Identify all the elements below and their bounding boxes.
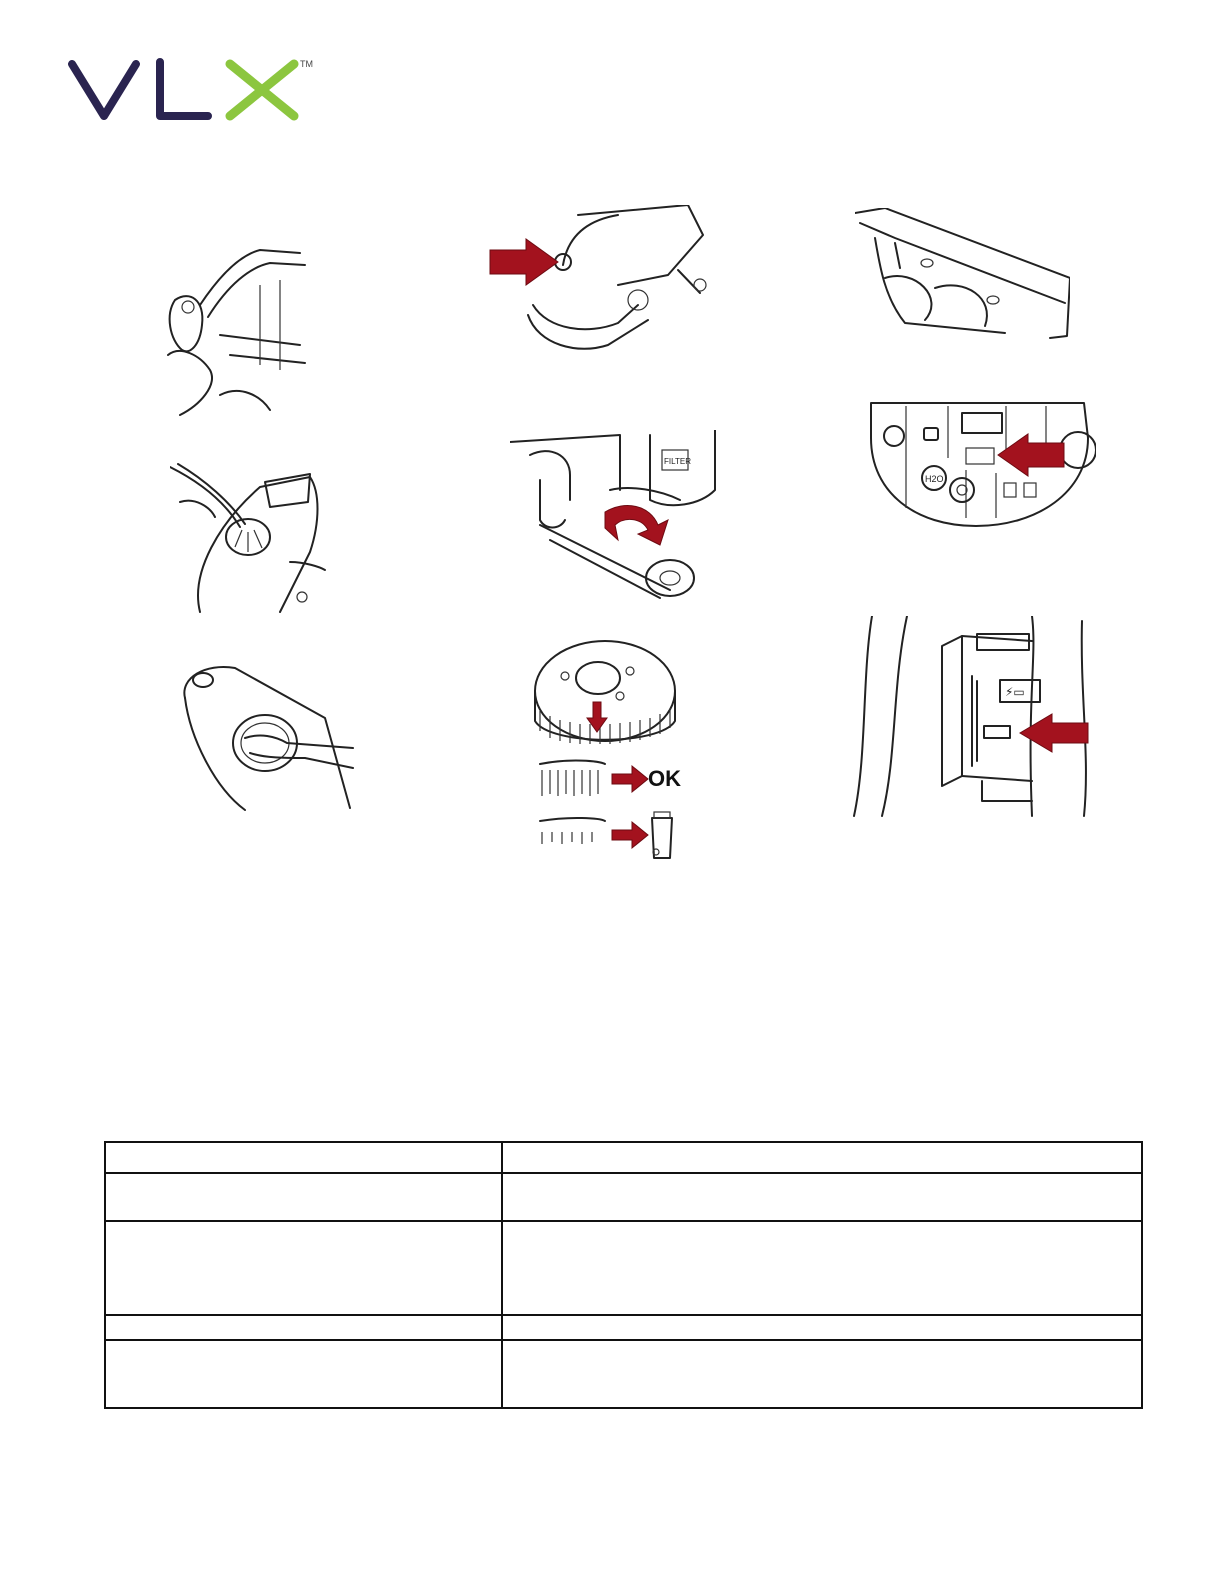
illustration-squeegee (855, 208, 1070, 340)
table-cell (105, 1221, 502, 1315)
battery-charge-icon: ⚡▭ (1005, 685, 1025, 699)
table-cell (502, 1340, 1142, 1408)
table-row (105, 1340, 1142, 1408)
ok-label: OK (648, 766, 681, 791)
vlx-logo (68, 58, 328, 124)
trademark-symbol: TM (300, 59, 313, 69)
table-cell (502, 1173, 1142, 1221)
spec-table (104, 1141, 1143, 1409)
illustration-tank-wipe (175, 658, 355, 813)
h2o-label: H2O (925, 474, 944, 484)
table-row (105, 1315, 1142, 1340)
table-row (105, 1221, 1142, 1315)
illustration-battery-switch (852, 616, 1092, 818)
table-cell (105, 1142, 502, 1173)
illustration-handle-grip (160, 245, 310, 417)
illustration-filter-remove (510, 430, 720, 600)
table-cell (105, 1340, 502, 1408)
illustration-tank-rinse (170, 462, 330, 622)
illustration-machine-button (488, 205, 713, 355)
table-row (105, 1173, 1142, 1221)
table-cell (502, 1221, 1142, 1315)
table-cell (502, 1142, 1142, 1173)
filter-label: FILTER (664, 457, 691, 466)
table-cell (502, 1315, 1142, 1340)
vlx-logo-mark (68, 58, 328, 124)
table-cell (105, 1173, 502, 1221)
table-cell (105, 1315, 502, 1340)
illustration-control-panel (866, 398, 1096, 530)
illustration-brush-wear (530, 636, 690, 861)
table-row (105, 1142, 1142, 1173)
